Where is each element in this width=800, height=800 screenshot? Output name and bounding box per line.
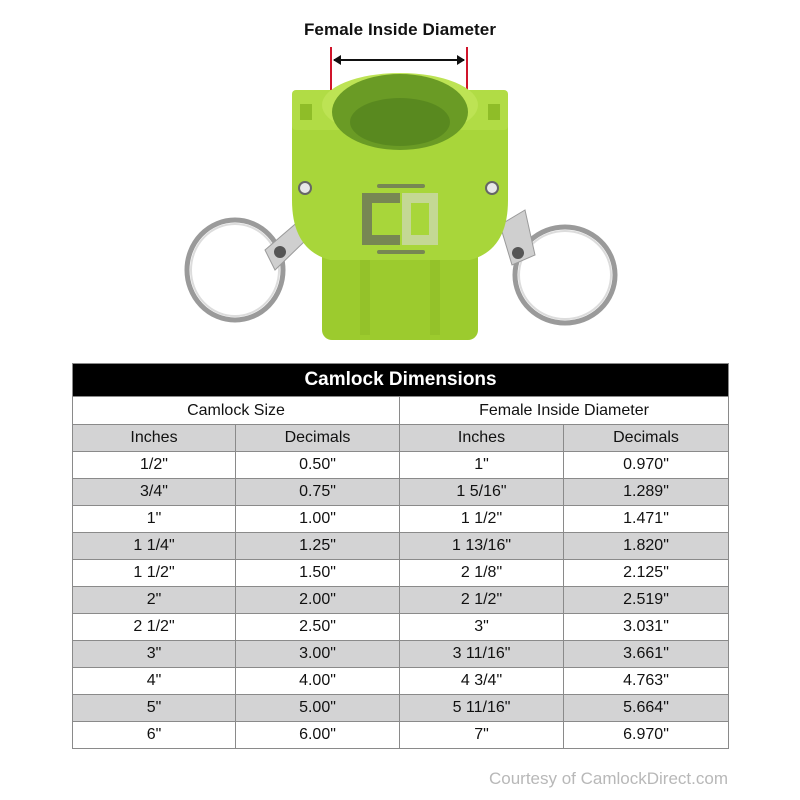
- table-title: Camlock Dimensions: [73, 364, 729, 397]
- cell-diameter-decimals: 1.471": [564, 506, 729, 533]
- table-row: [73, 722, 729, 749]
- cell-diameter-decimals: 1.289": [564, 479, 729, 506]
- cell-size-inches: 5": [73, 695, 236, 722]
- cell-size-decimals: 0.75": [236, 479, 400, 506]
- cell-diameter-inches: 1": [400, 452, 564, 479]
- cell-diameter-decimals: 2.519": [564, 587, 729, 614]
- camlock-dimensions-table: [72, 363, 729, 749]
- cell-size-decimals: 1.25": [236, 533, 400, 560]
- cell-size-decimals: 0.50": [236, 452, 400, 479]
- table-row: [73, 641, 729, 668]
- cell-size-decimals: 3.00": [236, 641, 400, 668]
- cell-size-inches: 6": [73, 722, 236, 749]
- cell-diameter-decimals: 1.820": [564, 533, 729, 560]
- credit-text: Courtesy of CamlockDirect.com: [488, 769, 728, 788]
- cell-size-decimals: 2.00": [236, 587, 400, 614]
- table-row: [73, 695, 729, 722]
- column-header-diameter-decimals: Decimals: [564, 425, 729, 452]
- cell-size-inches: 1/2": [73, 452, 236, 479]
- cell-size-inches: 2": [73, 587, 236, 614]
- table-row: [73, 479, 729, 506]
- cell-size-inches: 4": [73, 668, 236, 695]
- table-row: [73, 587, 729, 614]
- table-row: [73, 533, 729, 560]
- column-header-diameter-inches: Inches: [400, 425, 564, 452]
- cell-diameter-inches: 3": [400, 614, 564, 641]
- cell-size-inches: 3/4": [73, 479, 236, 506]
- cell-diameter-decimals: 0.970": [564, 452, 729, 479]
- cd-logo-icon: [362, 184, 438, 254]
- cell-diameter-inches: 1 13/16": [400, 533, 564, 560]
- cell-size-inches: 1": [73, 506, 236, 533]
- left-ring-icon: [187, 220, 308, 320]
- cell-size-inches: 1 1/4": [73, 533, 236, 560]
- table-row: [73, 452, 729, 479]
- group-header-female-inside-diameter: Female Inside Diameter: [400, 397, 729, 425]
- cell-size-inches: 1 1/2": [73, 560, 236, 587]
- cell-size-inches: 3": [73, 641, 236, 668]
- cell-diameter-inches: 5 11/16": [400, 695, 564, 722]
- cell-diameter-inches: 1 5/16": [400, 479, 564, 506]
- cell-size-decimals: 1.50": [236, 560, 400, 587]
- camlock-dimensions-table-container: [72, 363, 728, 749]
- group-header-camlock-size: Camlock Size: [73, 397, 400, 425]
- table-row: [73, 506, 729, 533]
- table-row: [73, 560, 729, 587]
- column-header-size-decimals: Decimals: [236, 425, 400, 452]
- table-row: [73, 614, 729, 641]
- column-header-size-inches: Inches: [73, 425, 236, 452]
- cell-size-decimals: 6.00": [236, 722, 400, 749]
- cell-diameter-decimals: 5.664": [564, 695, 729, 722]
- cell-size-decimals: 4.00": [236, 668, 400, 695]
- cell-diameter-inches: 7": [400, 722, 564, 749]
- cell-diameter-inches: 1 1/2": [400, 506, 564, 533]
- cell-diameter-decimals: 6.970": [564, 722, 729, 749]
- cell-size-decimals: 5.00": [236, 695, 400, 722]
- cell-diameter-inches: 2 1/8": [400, 560, 564, 587]
- diagram-title: Female Inside Diameter: [303, 20, 497, 39]
- cell-diameter-decimals: 4.763": [564, 668, 729, 695]
- cell-diameter-decimals: 3.031": [564, 614, 729, 641]
- cell-diameter-inches: 2 1/2": [400, 587, 564, 614]
- cell-diameter-decimals: 3.661": [564, 641, 729, 668]
- cell-diameter-decimals: 2.125": [564, 560, 729, 587]
- cell-diameter-inches: 3 11/16": [400, 641, 564, 668]
- right-ring-icon: [500, 210, 615, 323]
- cell-size-inches: 2 1/2": [73, 614, 236, 641]
- camlock-product-image: [180, 60, 620, 350]
- cell-diameter-inches: 4 3/4": [400, 668, 564, 695]
- table-row: [73, 668, 729, 695]
- cell-size-decimals: 1.00": [236, 506, 400, 533]
- cell-size-decimals: 2.50": [236, 614, 400, 641]
